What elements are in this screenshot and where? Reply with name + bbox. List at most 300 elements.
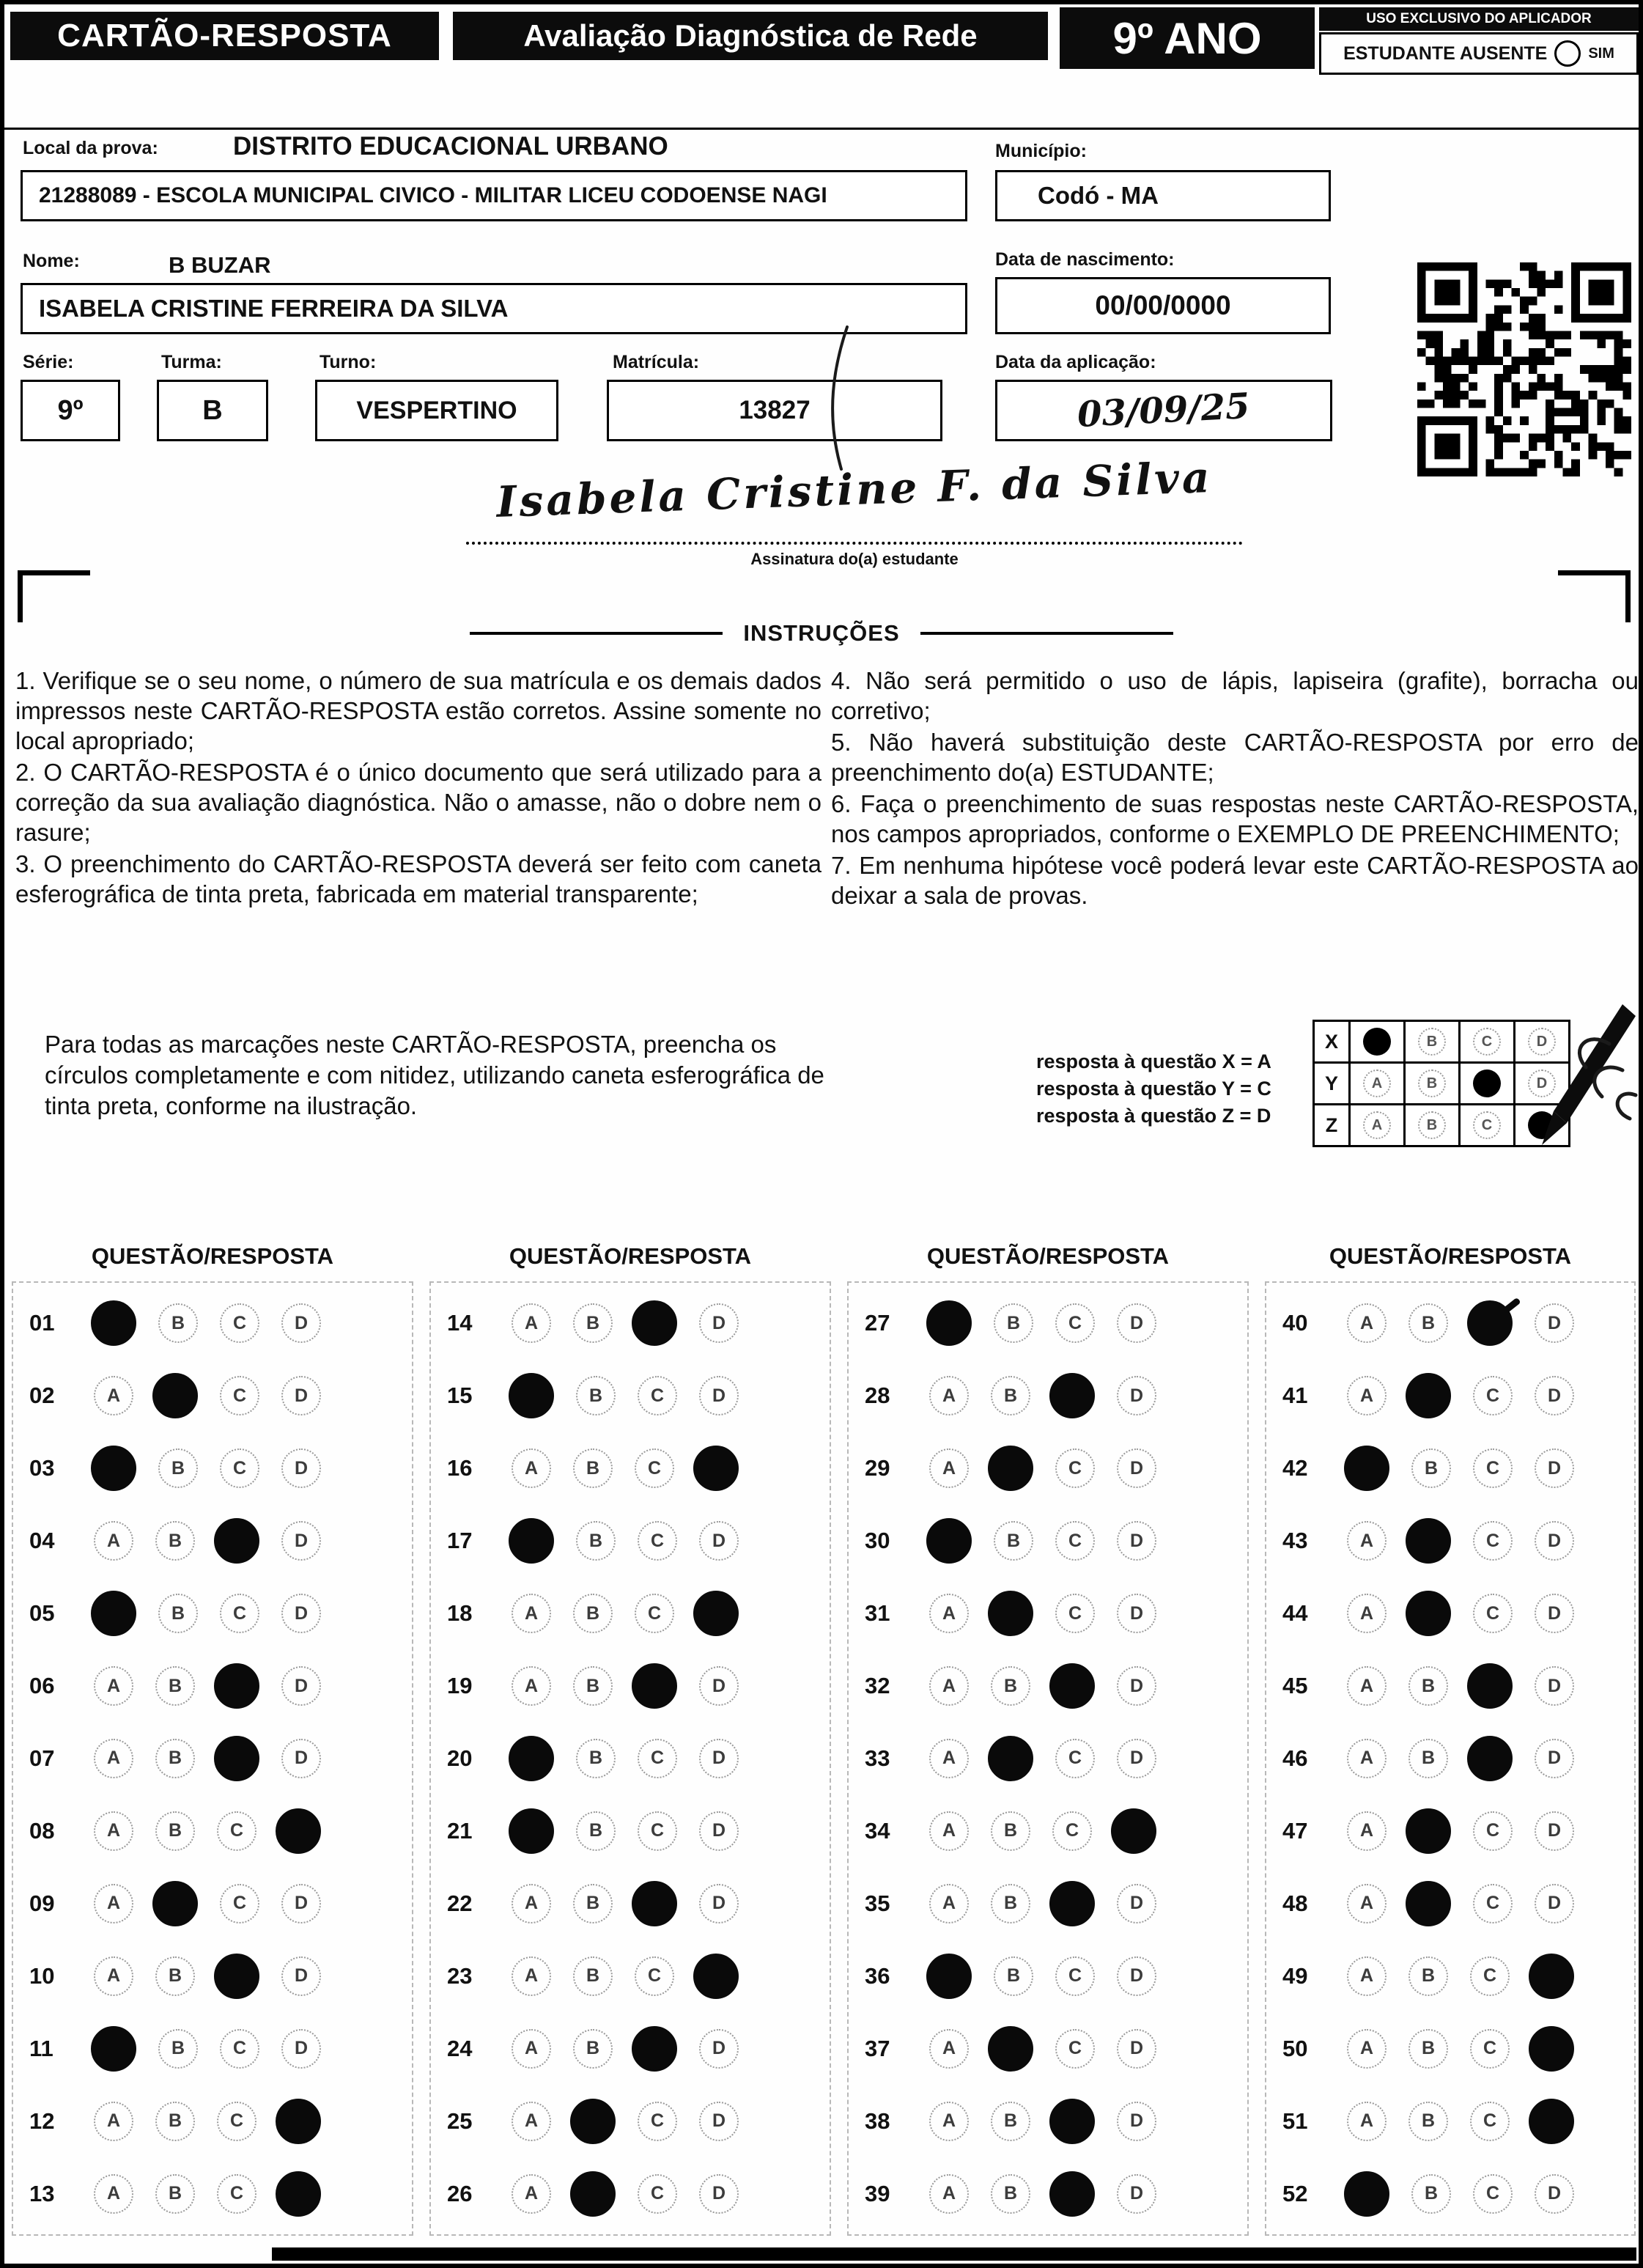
bubble-17-A[interactable] [509,1518,554,1564]
bubble-48-D[interactable]: D [1535,1884,1574,1923]
bubble-01-C[interactable]: C [220,1303,259,1343]
question-row-07 [13,1723,412,1795]
example-legend-line-3: resposta à questão Z = D [1036,1105,1271,1127]
bubble-29-D[interactable]: D [1117,1448,1156,1488]
question-number-21: 21 [447,1817,473,1844]
bubble-13-C[interactable]: C [217,2174,256,2214]
bubble-26-A[interactable]: A [512,2174,551,2214]
matricula-label: Matrícula: [613,352,700,372]
bubble-36-D[interactable]: D [1117,1956,1156,1996]
question-number-40: 40 [1282,1310,1308,1336]
school-field: 21288089 - ESCOLA MUNICIPAL CIVICO - MILITAR LICEU CODOENSE NAGI [21,170,967,221]
bubble-24-D[interactable]: D [699,2029,739,2069]
marking-instruction: Para todas as marcações neste CARTÃO-RESPOSTA, preencha os círculos completamente e com nitidez, utilizando caneta esferográfica de tinta preta, conforme na ilustração. [45,1031,824,1119]
instructions-title: INSTRUÇÕES [743,620,900,646]
bubble-41-C[interactable]: C [1473,1376,1513,1415]
bubble-28-D[interactable]: D [1117,1376,1156,1415]
bubble-49-C[interactable]: C [1470,1956,1510,1996]
bubble-40-C[interactable] [1467,1300,1513,1346]
instruction-item-3: 3. O preenchimento do CARTÃO-RESPOSTA deverá ser feito com caneta esferográfica de tinta preta, fabricada em material transparente; [15,850,822,907]
bubble-04-D[interactable]: D [281,1521,321,1561]
question-number-22: 22 [447,1890,473,1916]
bubble-19-A[interactable]: A [512,1666,551,1706]
bubble-41-A[interactable]: A [1347,1376,1387,1415]
bubble-27-A[interactable] [926,1300,972,1346]
bubble-41-D[interactable]: D [1535,1376,1574,1415]
bubble-51-A[interactable]: A [1347,2102,1387,2141]
bubble-14-A[interactable]: A [512,1303,551,1343]
bubble-16-D[interactable] [693,1446,739,1491]
bubble-34-B[interactable]: B [991,1811,1030,1851]
bubble-31-D[interactable]: D [1117,1594,1156,1633]
bubble-33-C[interactable]: C [1055,1739,1095,1778]
bubble-21-D[interactable]: D [699,1811,739,1851]
bubble-25-C[interactable]: C [638,2102,677,2141]
bubble-16-C[interactable]: C [635,1448,674,1488]
instructions-right-column [831,666,1639,912]
bubble-39-A[interactable]: A [929,2174,969,2214]
bubble-13-B[interactable]: B [155,2174,195,2214]
question-response-header-2: QUESTÃO/RESPOSTA [509,1243,752,1269]
example-option-letter: C [1473,1028,1501,1056]
bubble-18-D[interactable] [693,1591,739,1636]
bubble-33-A[interactable]: A [929,1739,969,1778]
bubble-21-B[interactable]: B [576,1811,616,1851]
bubble-43-B[interactable] [1406,1518,1451,1564]
bubble-31-B[interactable] [988,1591,1033,1636]
example-option-letter: D [1528,1028,1556,1056]
bubble-44-A[interactable]: A [1347,1594,1387,1633]
bubble-07-C[interactable] [214,1736,259,1781]
bubble-23-B[interactable]: B [573,1956,613,1996]
bubble-28-C[interactable] [1049,1373,1095,1418]
bubble-22-C[interactable] [632,1881,677,1926]
bubble-46-D[interactable]: D [1535,1739,1574,1778]
question-number-09: 09 [29,1890,55,1916]
bubble-49-D[interactable] [1529,1954,1574,1999]
bubble-30-C[interactable]: C [1055,1521,1095,1561]
bubble-32-A[interactable]: A [929,1666,969,1706]
answer-column-3 [847,1281,1249,2236]
bubble-17-C[interactable]: C [638,1521,677,1561]
bubble-06-B[interactable]: B [155,1666,195,1706]
question-row-51 [1266,2085,1634,2157]
bubble-50-D[interactable] [1529,2026,1574,2072]
bubble-36-B[interactable]: B [994,1956,1033,1996]
question-number-52: 52 [1282,2180,1308,2206]
absent-bubble[interactable] [1554,40,1581,67]
bubble-25-B[interactable] [570,2099,616,2144]
example-option-letter: B [1418,1028,1446,1056]
bubble-45-A[interactable]: A [1347,1666,1387,1706]
bubble-42-A[interactable] [1344,1446,1389,1491]
bubble-23-C[interactable]: C [635,1956,674,1996]
bubble-34-A[interactable]: A [929,1811,969,1851]
bubble-39-B[interactable]: B [991,2174,1030,2214]
qr-code [1417,262,1631,476]
answer-column-2 [429,1281,831,2236]
bubble-50-C[interactable]: C [1470,2029,1510,2069]
bubble-09-C[interactable]: C [220,1884,259,1923]
bubble-16-B[interactable]: B [573,1448,613,1488]
bubble-09-D[interactable]: D [281,1884,321,1923]
question-number-31: 31 [865,1600,890,1627]
bubble-04-C[interactable] [214,1518,259,1564]
bubble-33-D[interactable]: D [1117,1739,1156,1778]
bubble-40-A[interactable]: A [1347,1303,1387,1343]
question-row-35 [849,1867,1247,1940]
bubble-12-A[interactable]: A [94,2102,133,2141]
bubble-11-D[interactable]: D [281,2029,321,2069]
bubble-47-D[interactable]: D [1535,1811,1574,1851]
bubble-42-D[interactable]: D [1535,1448,1574,1488]
bubble-02-C[interactable]: C [220,1376,259,1415]
bubble-37-C[interactable]: C [1055,2029,1095,2069]
bubble-37-A[interactable]: A [929,2029,969,2069]
bubble-24-B[interactable]: B [573,2029,613,2069]
question-row-11 [13,2012,412,2085]
question-number-04: 04 [29,1528,55,1554]
bubble-19-D[interactable]: D [699,1666,739,1706]
instructions-rule-right [920,632,1173,635]
bubble-03-D[interactable]: D [281,1448,321,1488]
bubble-01-B[interactable]: B [158,1303,198,1343]
question-number-46: 46 [1282,1745,1308,1771]
bubble-01-A[interactable] [91,1300,136,1346]
bubble-22-B[interactable]: B [573,1884,613,1923]
bubble-27-C[interactable]: C [1055,1303,1095,1343]
bubble-15-B[interactable]: B [576,1376,616,1415]
bubble-02-A[interactable]: A [94,1376,133,1415]
bubble-51-B[interactable]: B [1408,2102,1448,2141]
question-row-31 [849,1577,1247,1650]
bubble-10-D[interactable]: D [281,1956,321,1996]
bubble-20-C[interactable]: C [638,1739,677,1778]
bubble-38-C[interactable] [1049,2099,1095,2144]
question-number-11: 11 [29,2035,53,2061]
bubble-07-B[interactable]: B [155,1739,195,1778]
bubble-14-B[interactable]: B [573,1303,613,1343]
bubble-35-C[interactable] [1049,1881,1095,1926]
bubble-51-C[interactable]: C [1470,2102,1510,2141]
bubble-19-C[interactable] [632,1663,677,1709]
bubble-08-A[interactable]: A [94,1811,133,1851]
bubble-47-C[interactable]: C [1473,1811,1513,1851]
bubble-38-A[interactable]: A [929,2102,969,2141]
bubble-33-B[interactable] [988,1736,1033,1781]
bubble-18-A[interactable]: A [512,1594,551,1633]
bubble-08-C[interactable]: C [217,1811,256,1851]
bubble-20-B[interactable]: B [576,1739,616,1778]
bubble-29-B[interactable] [988,1446,1033,1491]
bubble-47-A[interactable]: A [1347,1811,1387,1851]
bubble-49-B[interactable]: B [1408,1956,1448,1996]
bubble-45-D[interactable]: D [1535,1666,1574,1706]
bubble-27-B[interactable]: B [994,1303,1033,1343]
absent-option-label: SIM [1588,45,1614,62]
bubble-35-D[interactable]: D [1117,1884,1156,1923]
question-row-37 [849,2012,1247,2085]
bubble-21-A[interactable] [509,1808,554,1854]
question-row-46 [1266,1723,1634,1795]
bubble-20-A[interactable] [509,1736,554,1781]
absent-label: ESTUDANTE AUSENTE [1343,43,1548,64]
question-number-48: 48 [1282,1890,1308,1916]
question-row-42 [1266,1432,1634,1505]
corner-bracket-left [18,570,90,622]
question-row-22 [431,1867,830,1940]
bubble-21-C[interactable]: C [638,1811,677,1851]
bubble-03-B[interactable]: B [158,1448,198,1488]
question-number-24: 24 [447,2035,473,2061]
question-number-39: 39 [865,2180,890,2206]
bubble-09-A[interactable]: A [94,1884,133,1923]
bubble-13-D[interactable] [276,2171,321,2217]
question-number-28: 28 [865,1382,890,1409]
bubble-32-B[interactable]: B [991,1666,1030,1706]
example-legend-line-1: resposta à questão X = A [1036,1050,1271,1072]
bubble-46-A[interactable]: A [1347,1739,1387,1778]
bubble-51-D[interactable] [1529,2099,1574,2144]
bubble-20-D[interactable]: D [699,1739,739,1778]
bubble-30-A[interactable] [926,1518,972,1564]
question-number-14: 14 [447,1310,473,1336]
local-label: Local da prova: [23,138,158,158]
question-number-05: 05 [29,1600,55,1627]
turma-label: Turma: [161,352,222,372]
bubble-35-B[interactable]: B [991,1884,1030,1923]
bubble-38-D[interactable]: D [1117,2102,1156,2141]
bubble-43-D[interactable]: D [1535,1521,1574,1561]
bubble-43-C[interactable]: C [1473,1521,1513,1561]
question-number-17: 17 [447,1528,473,1554]
question-response-header-4: QUESTÃO/RESPOSTA [1329,1243,1572,1269]
bubble-30-D[interactable]: D [1117,1521,1156,1561]
bubble-07-A[interactable]: A [94,1739,133,1778]
example-bubble-X-B [1403,1020,1461,1064]
page-title: CARTÃO-RESPOSTA [10,12,439,60]
question-row-14 [431,1287,830,1360]
bubble-44-C[interactable]: C [1473,1594,1513,1633]
bubble-52-A[interactable] [1344,2171,1389,2217]
examiner-bar: USO EXCLUSIVO DO APLICADOR [1319,7,1639,31]
question-row-44 [1266,1577,1634,1650]
bubble-41-B[interactable] [1406,1373,1451,1418]
question-number-02: 02 [29,1382,55,1409]
bubble-43-A[interactable]: A [1347,1521,1387,1561]
bubble-52-D[interactable]: D [1535,2174,1574,2214]
question-number-03: 03 [29,1455,55,1481]
bubble-52-C[interactable]: C [1473,2174,1513,2214]
bubble-44-D[interactable]: D [1535,1594,1574,1633]
bubble-29-A[interactable]: A [929,1448,969,1488]
bubble-03-C[interactable]: C [220,1448,259,1488]
bubble-19-B[interactable]: B [573,1666,613,1706]
bubble-05-C[interactable]: C [220,1594,259,1633]
bubble-10-A[interactable]: A [94,1956,133,1996]
bubble-09-B[interactable] [152,1881,198,1926]
bubble-05-D[interactable]: D [281,1594,321,1633]
bubble-40-B[interactable]: B [1408,1303,1448,1343]
bubble-25-A[interactable]: A [512,2102,551,2141]
bubble-14-D[interactable]: D [699,1303,739,1343]
bubble-15-D[interactable]: D [699,1376,739,1415]
bubble-05-A[interactable] [91,1591,136,1636]
bubble-23-A[interactable]: A [512,1956,551,1996]
serie-label: Série: [23,352,74,372]
example-filled-dot [1363,1028,1391,1056]
bubble-26-D[interactable]: D [699,2174,739,2214]
bubble-26-B[interactable] [570,2171,616,2217]
question-response-header-3: QUESTÃO/RESPOSTA [926,1243,1170,1269]
bubble-34-C[interactable]: C [1052,1811,1092,1851]
bubble-48-C[interactable]: C [1473,1884,1513,1923]
bubble-49-A[interactable]: A [1347,1956,1387,1996]
answer-grid [12,1281,1639,2236]
aplicacao-handwriting: 03/09/25 [1076,385,1252,436]
corner-bracket-right [1558,570,1631,622]
instruction-item-4: 4. Não será permitido o uso de lápis, lapiseira (grafite), borracha ou corretivo; [831,667,1639,724]
bubble-42-B[interactable]: B [1411,1448,1451,1488]
bubble-11-A[interactable] [91,2026,136,2072]
bubble-03-A[interactable] [91,1446,136,1491]
bubble-15-A[interactable] [509,1373,554,1418]
example-row-label-X: X [1312,1020,1351,1064]
bubble-22-A[interactable]: A [512,1884,551,1923]
bubble-14-C[interactable] [632,1300,677,1346]
bubble-11-B[interactable]: B [158,2029,198,2069]
bubble-42-C[interactable]: C [1473,1448,1513,1488]
bubble-17-B[interactable]: B [576,1521,616,1561]
bubble-10-B[interactable]: B [155,1956,195,1996]
bubble-23-D[interactable] [693,1954,739,1999]
header-divider [4,128,1639,130]
bubble-24-A[interactable]: A [512,2029,551,2069]
bubble-18-C[interactable]: C [635,1594,674,1633]
bubble-50-A[interactable]: A [1347,2029,1387,2069]
nome-annotation: B BUZAR [169,252,271,278]
bubble-35-A[interactable]: A [929,1884,969,1923]
bubble-15-C[interactable]: C [638,1376,677,1415]
bubble-32-C[interactable] [1049,1663,1095,1709]
bubble-25-D[interactable]: D [699,2102,739,2141]
bubble-05-B[interactable]: B [158,1594,198,1633]
bubble-39-D[interactable]: D [1117,2174,1156,2214]
bubble-30-B[interactable]: B [994,1521,1033,1561]
question-number-08: 08 [29,1817,55,1844]
bubble-46-C[interactable] [1467,1736,1513,1781]
instructions-left-column [15,666,822,910]
question-row-18 [431,1577,830,1650]
bubble-37-B[interactable] [988,2026,1033,2072]
bubble-36-A[interactable] [926,1954,972,1999]
question-number-27: 27 [865,1310,890,1336]
question-number-10: 10 [29,1962,55,1989]
bubble-32-D[interactable]: D [1117,1666,1156,1706]
bubble-46-B[interactable]: B [1408,1739,1448,1778]
bubble-08-D[interactable] [276,1808,321,1854]
serie-field: 9º [21,380,120,441]
question-number-12: 12 [29,2107,55,2134]
question-row-26 [431,2157,830,2230]
bubble-17-D[interactable]: D [699,1521,739,1561]
question-number-38: 38 [865,2107,890,2134]
bubble-02-D[interactable]: D [281,1376,321,1415]
bubble-34-D[interactable] [1111,1808,1156,1854]
question-row-17 [431,1505,830,1577]
bubble-08-B[interactable]: B [155,1811,195,1851]
bubble-38-B[interactable]: B [991,2102,1030,2141]
bubble-39-C[interactable] [1049,2171,1095,2217]
bubble-04-B[interactable]: B [155,1521,195,1561]
bubble-40-D[interactable]: D [1535,1303,1574,1343]
bubble-47-B[interactable] [1406,1808,1451,1854]
bubble-28-B[interactable]: B [991,1376,1030,1415]
bubble-29-C[interactable]: C [1055,1448,1095,1488]
question-row-40 [1266,1287,1634,1360]
bubble-44-B[interactable] [1406,1591,1451,1636]
bubble-37-D[interactable]: D [1117,2029,1156,2069]
bubble-13-A[interactable]: A [94,2174,133,2214]
question-row-48 [1266,1867,1634,1940]
bubble-11-C[interactable]: C [220,2029,259,2069]
bubble-31-C[interactable]: C [1055,1594,1095,1633]
bubble-06-A[interactable]: A [94,1666,133,1706]
bubble-28-A[interactable]: A [929,1376,969,1415]
bubble-45-B[interactable]: B [1408,1666,1448,1706]
question-number-18: 18 [447,1600,473,1627]
question-number-15: 15 [447,1382,473,1409]
examiner-use-block [1319,7,1639,75]
bubble-06-D[interactable]: D [281,1666,321,1706]
bubble-48-A[interactable]: A [1347,1884,1387,1923]
question-row-10 [13,1940,412,2012]
bubble-10-C[interactable] [214,1954,259,1999]
question-row-33 [849,1723,1247,1795]
question-number-35: 35 [865,1890,890,1916]
question-number-13: 13 [29,2180,55,2206]
bubble-45-C[interactable] [1467,1663,1513,1709]
bubble-12-B[interactable]: B [155,2102,195,2141]
aplicacao-field [995,380,1332,441]
bubble-31-A[interactable]: A [929,1594,969,1633]
bubble-02-B[interactable] [152,1373,198,1418]
question-row-13 [13,2157,412,2230]
bubble-06-C[interactable] [214,1663,259,1709]
bubble-04-A[interactable]: A [94,1521,133,1561]
bubble-01-D[interactable]: D [281,1303,321,1343]
instruction-item-6: 6. Faça o preenchimento de suas respostas neste CARTÃO-RESPOSTA, nos campos apropriados, conforme o EXEMPLO DE PREENCHIMENTO; [831,790,1639,847]
question-row-02 [13,1360,412,1432]
bubble-12-C[interactable]: C [217,2102,256,2141]
question-row-01 [13,1287,412,1360]
bubble-16-A[interactable]: A [512,1448,551,1488]
bubble-07-D[interactable]: D [281,1739,321,1778]
bubble-52-B[interactable]: B [1411,2174,1451,2214]
bubble-36-C[interactable]: C [1055,1956,1095,1996]
bubble-22-D[interactable]: D [699,1884,739,1923]
bubble-50-B[interactable]: B [1408,2029,1448,2069]
bubble-26-C[interactable]: C [638,2174,677,2214]
bubble-48-B[interactable] [1406,1881,1451,1926]
bubble-18-B[interactable]: B [573,1594,613,1633]
bubble-27-D[interactable]: D [1117,1303,1156,1343]
question-number-34: 34 [865,1817,890,1844]
question-row-24 [431,2012,830,2085]
question-row-30 [849,1505,1247,1577]
bubble-24-C[interactable] [632,2026,677,2072]
bubble-12-D[interactable] [276,2099,321,2144]
